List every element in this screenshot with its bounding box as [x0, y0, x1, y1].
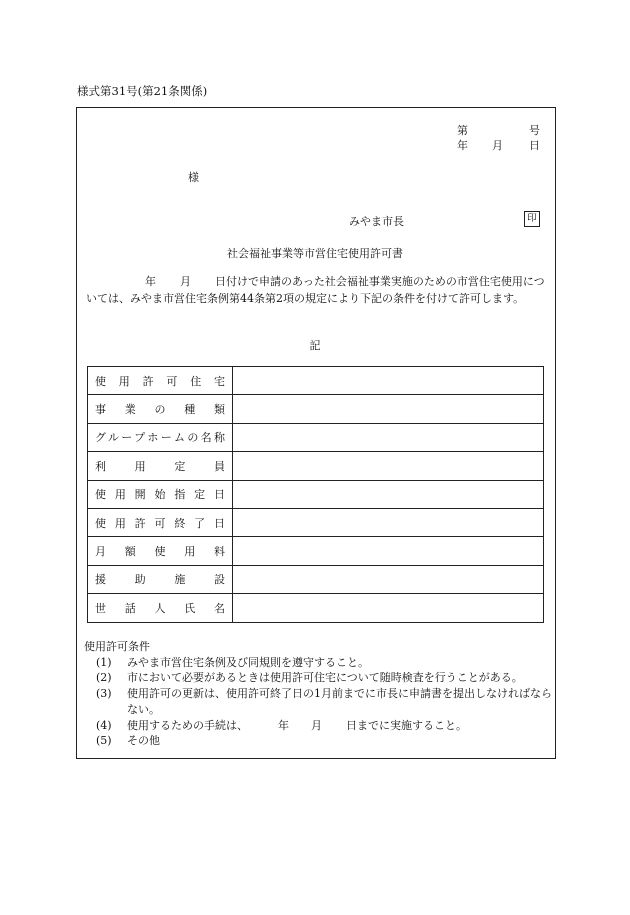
condition-text: その他	[127, 734, 160, 748]
row-label: 使用許可住宅	[88, 367, 233, 395]
permit-details-table	[87, 366, 544, 623]
body-paragraph	[86, 274, 554, 307]
ki-heading: 記	[309, 339, 321, 352]
row-value-cell	[233, 480, 544, 508]
body-month: 月	[180, 275, 191, 288]
table-row	[88, 508, 544, 536]
issuer-name: みやま市長	[349, 215, 404, 228]
table-row	[88, 480, 544, 508]
table-row	[88, 452, 544, 480]
table-row	[88, 594, 544, 622]
condition-number: (5)	[96, 734, 112, 748]
row-value-cell	[233, 508, 544, 536]
body-year: 年	[145, 275, 156, 288]
condition-item	[84, 655, 567, 671]
condition-number: (2)	[96, 671, 112, 685]
row-value-cell	[233, 537, 544, 565]
condition-text: 市において必要があるときは使用許可住宅について随時検査を行うことがある。	[127, 671, 523, 685]
date-day: 日	[529, 139, 540, 152]
condition-text: 使用許可の更新は、使用許可終了日の1月前までに市長に申請書を提出しなければならない。	[127, 687, 552, 716]
table-row	[88, 423, 544, 451]
row-label: 利用定員	[88, 452, 233, 480]
date-year: 年	[457, 139, 468, 152]
condition-item	[84, 670, 567, 686]
row-value-cell	[233, 594, 544, 622]
row-value-cell	[233, 452, 544, 480]
body-text: 日付けで申請のあった社会福祉事業実施のための市営住宅使用については、みやま市営住宅条例第44条第2項の規定により下記の条件を付けて許可します。	[86, 275, 545, 305]
seal-mark: 印	[524, 211, 540, 227]
conditions-heading: 使用許可条件	[84, 640, 150, 653]
row-label: 世話人氏名	[88, 594, 233, 622]
condition-item	[84, 718, 567, 734]
row-label: 使用許可終了日	[88, 508, 233, 536]
row-label: 使用開始指定日	[88, 480, 233, 508]
document-title: 社会福祉事業等市営住宅使用許可書	[227, 247, 403, 260]
row-label: 事業の種類	[88, 395, 233, 423]
date-month: 月	[492, 139, 503, 152]
table-row	[88, 537, 544, 565]
condition-number: (1)	[96, 655, 112, 669]
condition-item	[84, 733, 567, 749]
table-row	[88, 565, 544, 593]
row-value-cell	[233, 367, 544, 395]
form-number: 様式第31号(第21条関係)	[77, 84, 208, 98]
table-row	[88, 367, 544, 395]
condition-number: (3)	[96, 687, 112, 701]
condition-text: 使用するための手続は、 年 月 日までに実施すること。	[127, 718, 467, 732]
row-label: グループホームの名称	[88, 423, 233, 451]
condition-text: みやま市営住宅条例及び同規則を遵守すること。	[127, 655, 369, 669]
row-label: 援助施設	[88, 565, 233, 593]
table-row	[88, 395, 544, 423]
addressee-suffix: 様	[188, 171, 199, 184]
number-prefix: 第	[457, 124, 468, 137]
row-value-cell	[233, 423, 544, 451]
conditions-section	[84, 639, 567, 749]
row-value-cell	[233, 395, 544, 423]
condition-item	[84, 686, 567, 717]
row-label: 月額使用料	[88, 537, 233, 565]
row-value-cell	[233, 565, 544, 593]
number-suffix: 号	[529, 124, 540, 137]
condition-number: (4)	[96, 718, 112, 732]
